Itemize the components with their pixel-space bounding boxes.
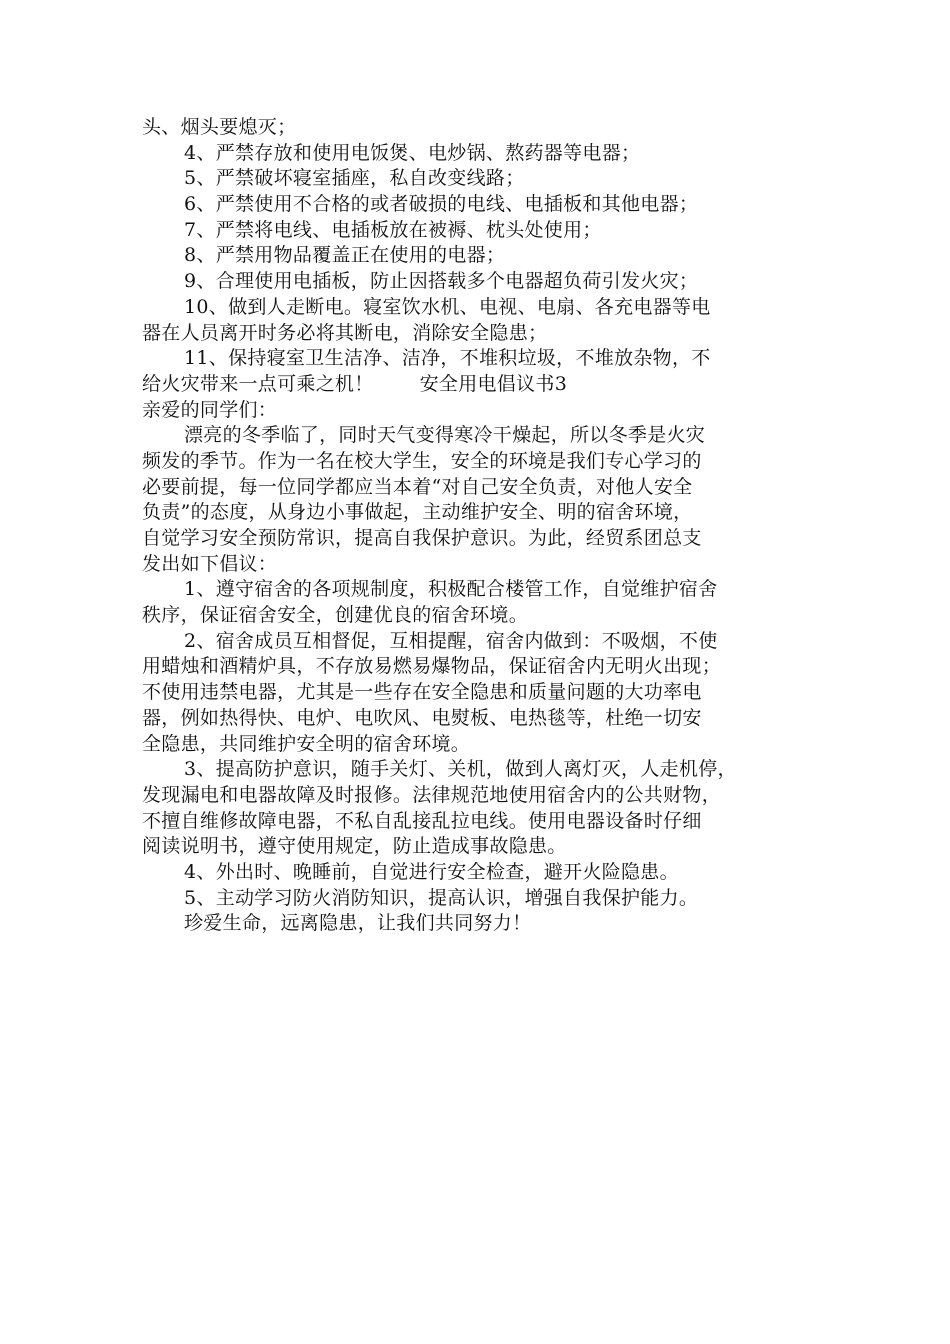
text-line: 器在人员离开时务必将其断电，消除安全隐患；	[142, 321, 548, 344]
text-line: 自觉学习安全预防常识，提高自我保护意识。为此，经贸系团总支	[142, 527, 702, 549]
text-line: 5、严禁破坏寝室插座，私自改变线路；	[184, 167, 525, 190]
text-line: 漂亮的冬季临了，同时天气变得寒冷干燥起，所以冬季是火灾	[184, 424, 706, 447]
text-line: 11、保持寝室卫生洁净、洁净，不堆积垃圾，不堆放杂物，不	[184, 347, 711, 370]
text-line: 用蜡烛和酒精炉具，不存放易燃易爆物品，保证宿舍内无明火出现；	[142, 655, 722, 678]
text-line	[142, 372, 812, 398]
text-line: 9、合理使用电插板，防止因搭载多个电器超负荷引发火灾；	[184, 270, 699, 293]
text-line: 不擅自维修故障电器，不私自乱接乱拉电线。使用电器设备时仔细	[142, 809, 702, 832]
text-line: 秩序，保证宿舍安全，创建优良的宿舍环境。	[142, 604, 529, 627]
text-line: 全隐患，共同维护安全明的宿舍环境。	[142, 732, 471, 755]
text-segment: 给火灾带来一点可乘之机！	[142, 372, 374, 395]
text-line: 头、烟头要熄灭；	[142, 116, 297, 138]
closing-line: 珍爱生命，远离隐患，让我们共同努力！	[184, 912, 532, 935]
text-line: 6、严禁使用不合格的或者破损的电线、电插板和其他电器；	[184, 193, 699, 216]
section-title: 安全用电倡议书3	[419, 372, 568, 395]
text-line: 阅读说明书，遵守使用规定，防止造成事故隐患。	[142, 835, 567, 858]
text-line: 发现漏电和电器故障及时报修。法律规范地使用宿舍内的公共财物，	[142, 783, 722, 806]
text-line: 器，例如热得快、电炉、电吹风、电熨板、电热毯等，杜绝一切安	[142, 706, 702, 729]
text-line: 5、主动学习防火消防知识，提高认识，增强自我保护能力。	[184, 886, 699, 909]
text-line: 负责”的态度，从身边小事做起，主动维护安全、明的宿舍环境，	[142, 501, 693, 524]
text-line: 1、遵守宿舍的各项规制度，积极配合楼管工作，自觉维护宿舍	[184, 578, 718, 601]
text-line: 不使用违禁电器，尤其是一些存在安全隐患和质量问题的大功率电	[142, 681, 702, 704]
text-line: 必要前提，每一位同学都应当本着“对自己安全负责，对他人安全	[142, 475, 693, 498]
salutation: 亲爱的同学们：	[142, 398, 278, 421]
text-line: 3、提高防护意识，随手关灯、关机，做到人离灯灭，人走机停，	[184, 758, 737, 781]
text-line: 8、严禁用物品覆盖正在使用的电器；	[184, 244, 506, 267]
text-line: 10、做到人走断电。寝室饮水机、电视、电扇、各充电器等电	[184, 295, 711, 318]
text-line: 频发的季节。作为一名在校大学生，安全的环境是我们专心学习的	[142, 449, 702, 472]
text-line: 2、宿舍成员互相督促，互相提醒，宿舍内做到：不吸烟，不使	[184, 629, 718, 652]
document-body	[142, 115, 812, 937]
text-line: 7、严禁将电线、电插板放在被褥、枕头处使用；	[184, 218, 602, 241]
text-line: 发出如下倡议：	[142, 552, 278, 575]
text-line: 4、严禁存放和使用电饭煲、电炒锅、熬药器等电器；	[184, 141, 641, 164]
text-line: 4、外出时、晚睡前，自觉进行安全检查，避开火险隐患。	[184, 860, 679, 883]
